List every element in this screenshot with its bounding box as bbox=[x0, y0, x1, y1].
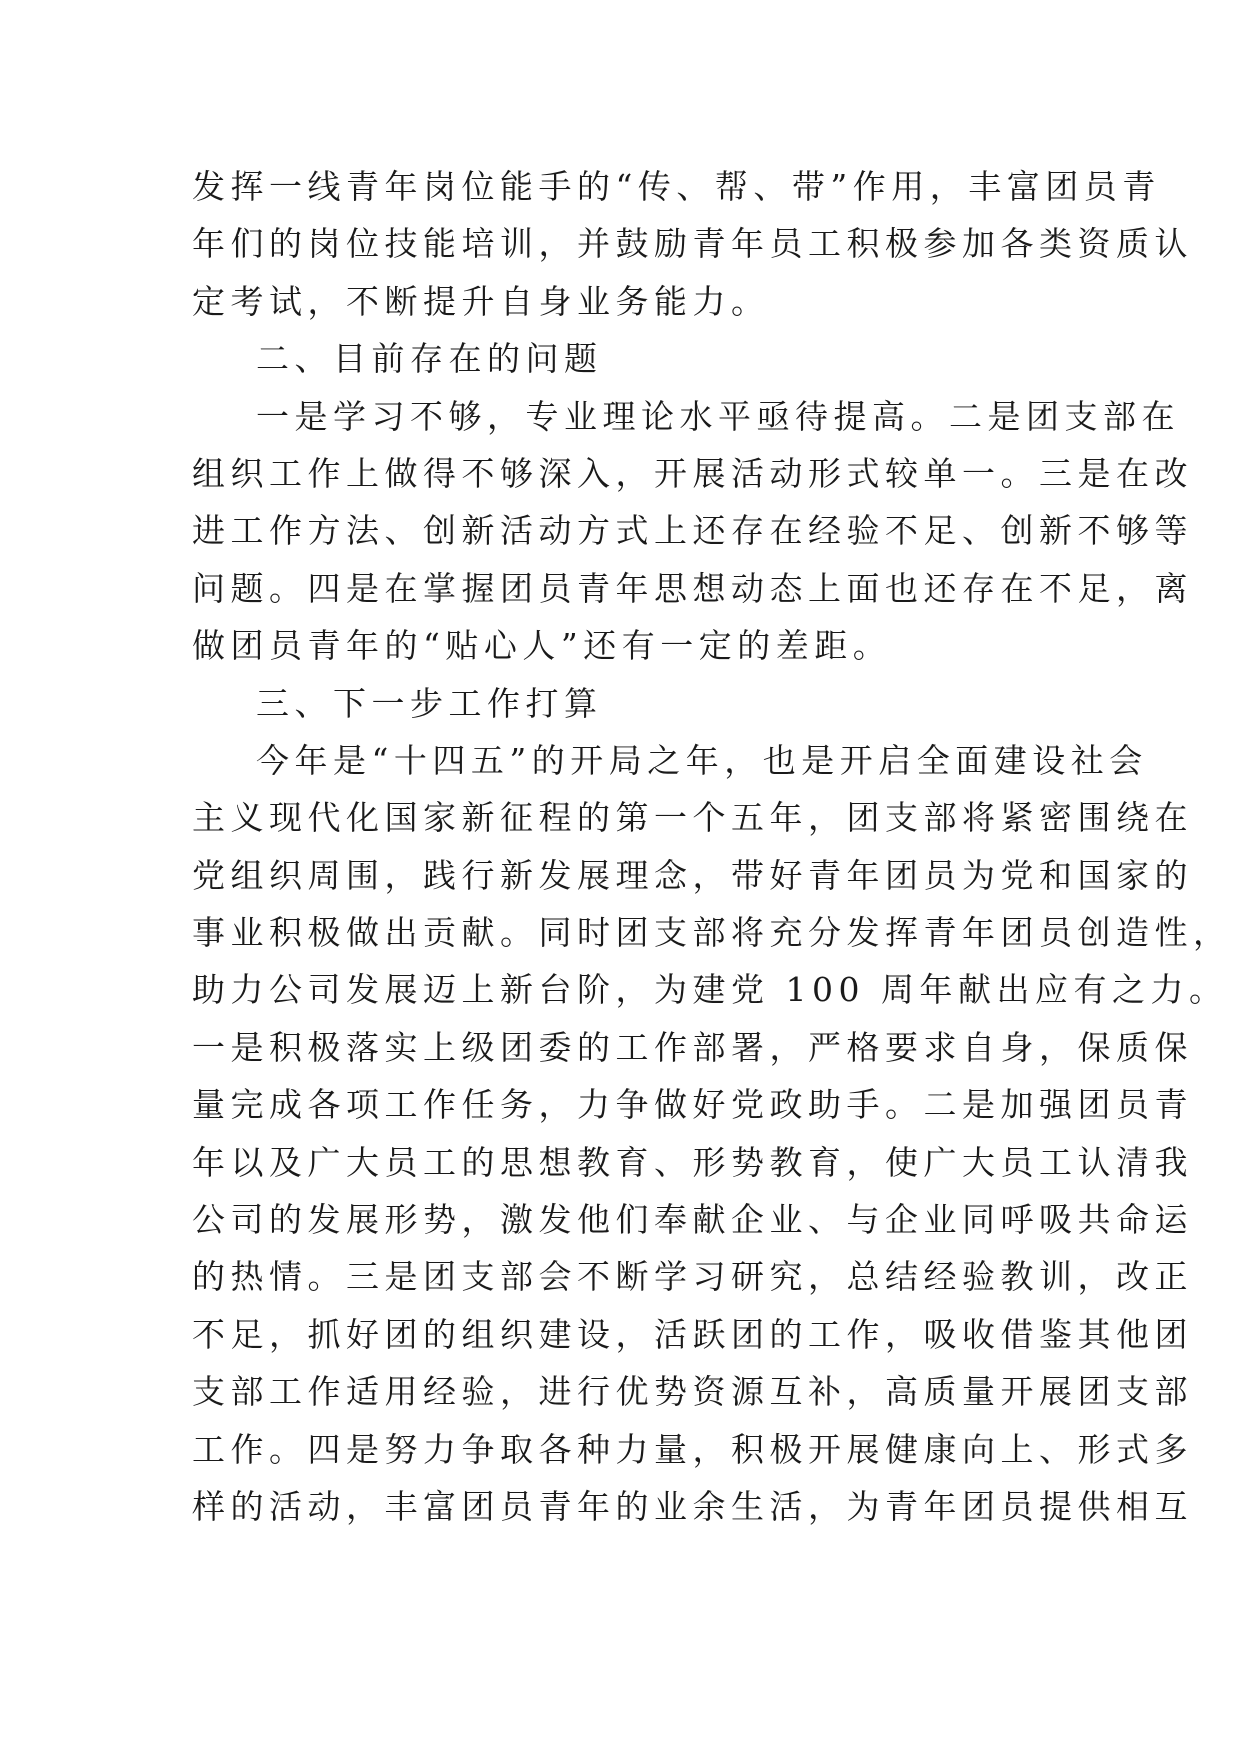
text-line: 党组织周围，践行新发展理念，带好青年团员为党和国家的 bbox=[192, 855, 1193, 895]
text-line: 今年是“十四五”的开局之年，也是开启全面建设社会 bbox=[256, 740, 1148, 780]
text-line: 不足，抓好团的组织建设，活跃团的工作，吸收借鉴其他团 bbox=[192, 1314, 1193, 1354]
text-line: 样的活动，丰富团员青年的业余生活，为青年团员提供相互 bbox=[192, 1486, 1193, 1526]
text-line: 量完成各项工作任务，力争做好党政助手。二是加强团员青 bbox=[192, 1085, 1193, 1125]
text-line: 问题。四是在掌握团员青年思想动态上面也还存在不足，离 bbox=[192, 568, 1193, 608]
text-line: 工作。四是努力争取各种力量，积极开展健康向上、形式多 bbox=[192, 1429, 1193, 1469]
text-line: 公司的发展形势，激发他们奉献企业、与企业同呼吸共命运 bbox=[192, 1200, 1193, 1240]
text-line: 做团员青年的“贴心人”还有一定的差距。 bbox=[192, 626, 892, 666]
text-line: 年们的岗位技能培训，并鼓励青年员工积极参加各类资质认 bbox=[192, 224, 1193, 264]
text-line: 的热情。三是团支部会不断学习研究，总结经验教训，改正 bbox=[192, 1257, 1193, 1297]
text-line: 年以及广大员工的思想教育、形势教育，使广大员工认清我 bbox=[192, 1142, 1193, 1182]
section-heading: 三、下一步工作打算 bbox=[256, 683, 603, 723]
text-line: 一是积极落实上级团委的工作部署，严格要求自身，保质保 bbox=[192, 1027, 1193, 1067]
text-line: 支部工作适用经验，进行优势资源互补，高质量开展团支部 bbox=[192, 1372, 1193, 1412]
text-line: 主义现代化国家新征程的第一个五年，团支部将紧密围绕在 bbox=[192, 798, 1193, 838]
text-line: 组织工作上做得不够深入，开展活动形式较单一。三是在改 bbox=[192, 453, 1193, 493]
text-line: 事业积极做出贡献。同时团支部将充分发挥青年团员创造性， bbox=[192, 913, 1232, 953]
text-line: 助力公司发展迈上新台阶，为建党 100 周年献出应有之力。 bbox=[192, 970, 1228, 1010]
section-heading: 二、目前存在的问题 bbox=[256, 339, 603, 379]
body-text bbox=[192, 158, 1232, 1535]
text-line: 一是学习不够，专业理论水平亟待提高。二是团支部在 bbox=[256, 396, 1180, 436]
text-line: 定考试，不断提升自身业务能力。 bbox=[192, 281, 770, 321]
text-line: 发挥一线青年岗位能手的“传、帮、带”作用，丰富团员青 bbox=[192, 167, 1161, 206]
text-line: 进工作方法、创新活动方式上还存在经验不足、创新不够等 bbox=[192, 511, 1193, 551]
